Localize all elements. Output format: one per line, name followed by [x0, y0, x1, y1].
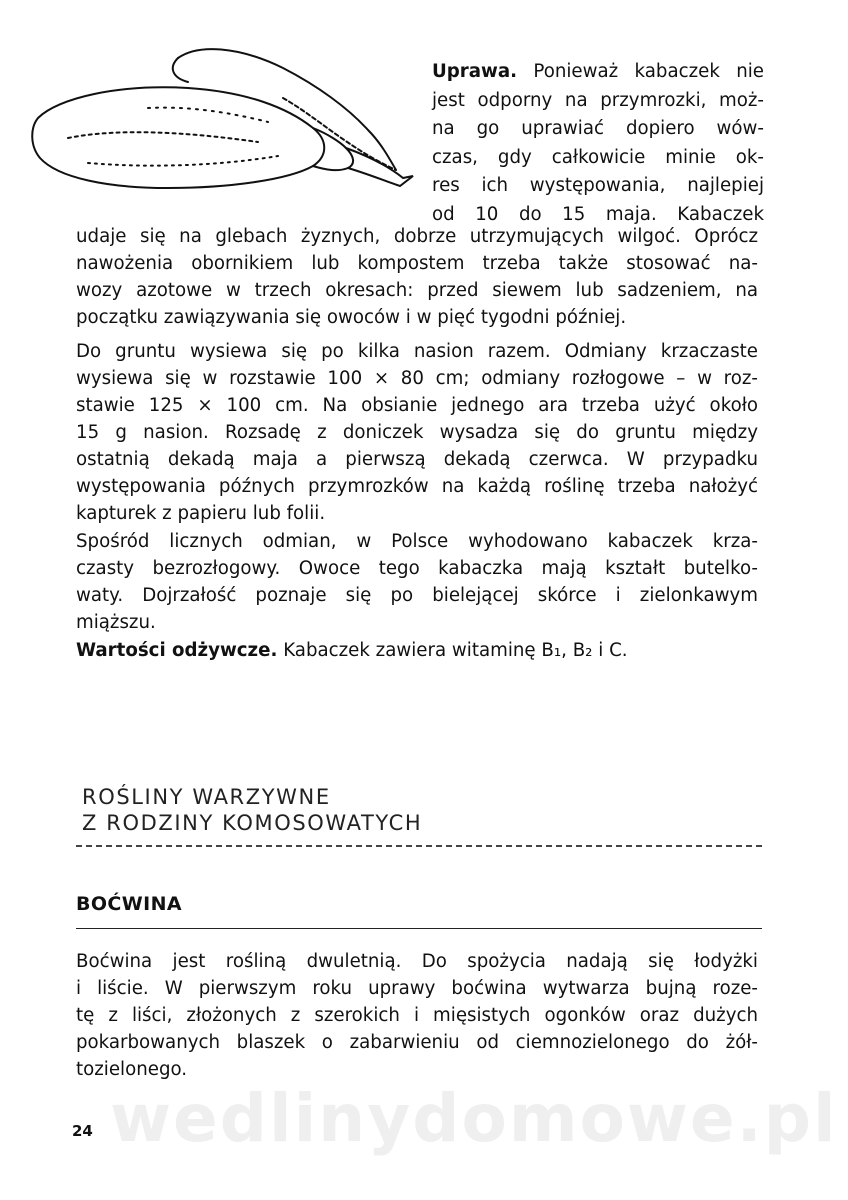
- section-heading-line: ROŚLINY WARZYWNE: [82, 785, 331, 809]
- text-line: Uprawa. Ponieważ kabaczek nie: [432, 61, 764, 82]
- text-line: występowania późnych przymrozków na każdą roślinę trzeba nałożyć: [76, 476, 758, 497]
- text-line: ostatnią dekadą maja a pierwszą dekadą czerwca. W przypadku: [76, 449, 758, 470]
- page-number: 24: [72, 1122, 93, 1140]
- text-line: jest odporny na przymrozki, moż-: [432, 89, 764, 111]
- section-heading-line: Z RODZINY KOMOSOWATYCH: [82, 811, 423, 835]
- section-heading: [82, 784, 422, 836]
- paragraph-nutrition: [76, 637, 758, 664]
- text-line: na go uprawiać dopiero wów-: [432, 118, 764, 140]
- text-line: wysiewa się w rozstawie 100 × 80 cm; odmiany rozłogowe – w roz-: [76, 368, 758, 389]
- cultivation-label: Uprawa.: [432, 61, 518, 82]
- paragraph-varieties: [76, 528, 758, 636]
- text-line: stawie 125 × 100 cm. Na obsianie jednego ara trzeba użyć około: [76, 395, 758, 416]
- text-line: Spośród licznych odmian, w Polsce wyhodowano kabaczek krza-: [76, 531, 758, 552]
- text-line: res ich występowania, najlepiej: [432, 175, 764, 197]
- text-line: Wartości odżywcze. Kabaczek zawiera witaminę B₁, B₂ i C.: [76, 640, 628, 661]
- paragraph-chard: [76, 948, 758, 1083]
- text-line: i liście. W pierwszym roku uprawy boćwina wytwarza bujną roze-: [76, 978, 758, 999]
- watermark: wedlinydomowe.pl: [110, 1080, 838, 1157]
- paragraph-cultivation-intro: [432, 58, 764, 230]
- text-line: od 10 do 15 maja. Kabaczek: [432, 203, 764, 225]
- text-line: 15 g nasion. Rozsadę z doniczek wysadza się do gruntu między: [76, 422, 758, 443]
- paragraph-sowing: [76, 338, 758, 527]
- section-divider: [76, 845, 762, 847]
- subsection-divider: [76, 928, 762, 929]
- zucchini-drawing-icon: [28, 38, 420, 208]
- text-line: Boćwina jest rośliną dwuletnią. Do spożycia nadają się łodyżki: [76, 951, 758, 972]
- text-line: tozielonego.: [76, 1059, 188, 1080]
- nutrition-label: Wartości odżywcze.: [76, 640, 278, 661]
- text-line: tę z liści, złożonych z szerokich i mięsistych ogonków oraz dużych: [76, 1005, 758, 1026]
- text-line: pokarbowanych blaszek o zabarwieniu od ciemnozielonego do żół-: [76, 1032, 758, 1053]
- text-line: Do gruntu wysiewa się po kilka nasion razem. Odmiany krzaczaste: [76, 341, 758, 362]
- text-line: początku zawiązywania się owoców i w pięć tygodni później.: [76, 307, 627, 328]
- text-line: waty. Dojrzałość poznaje się po bielejącej skórce i zielonkawym: [76, 585, 758, 606]
- text-line: wozy azotowe w trzech okresach: przed siewem lub sadzeniem, na: [76, 280, 758, 301]
- text-line: czas, gdy całkowicie minie ok-: [432, 146, 764, 168]
- text-line: kapturek z papieru lub folii.: [76, 503, 326, 524]
- text-line: udaje się na glebach żyznych, dobrze utrzymujących wilgoć. Oprócz: [76, 226, 758, 247]
- text-line: czasty bezrozłogowy. Owoce tego kabaczka mają kształt butelko-: [76, 558, 758, 579]
- paragraph-cultivation: [76, 223, 758, 331]
- subsection-title: BOĆWINA: [76, 893, 183, 915]
- text-line: nawożenia obornikiem lub kompostem trzeba także stosować na-: [76, 253, 758, 274]
- text-line: miąższu.: [76, 612, 156, 633]
